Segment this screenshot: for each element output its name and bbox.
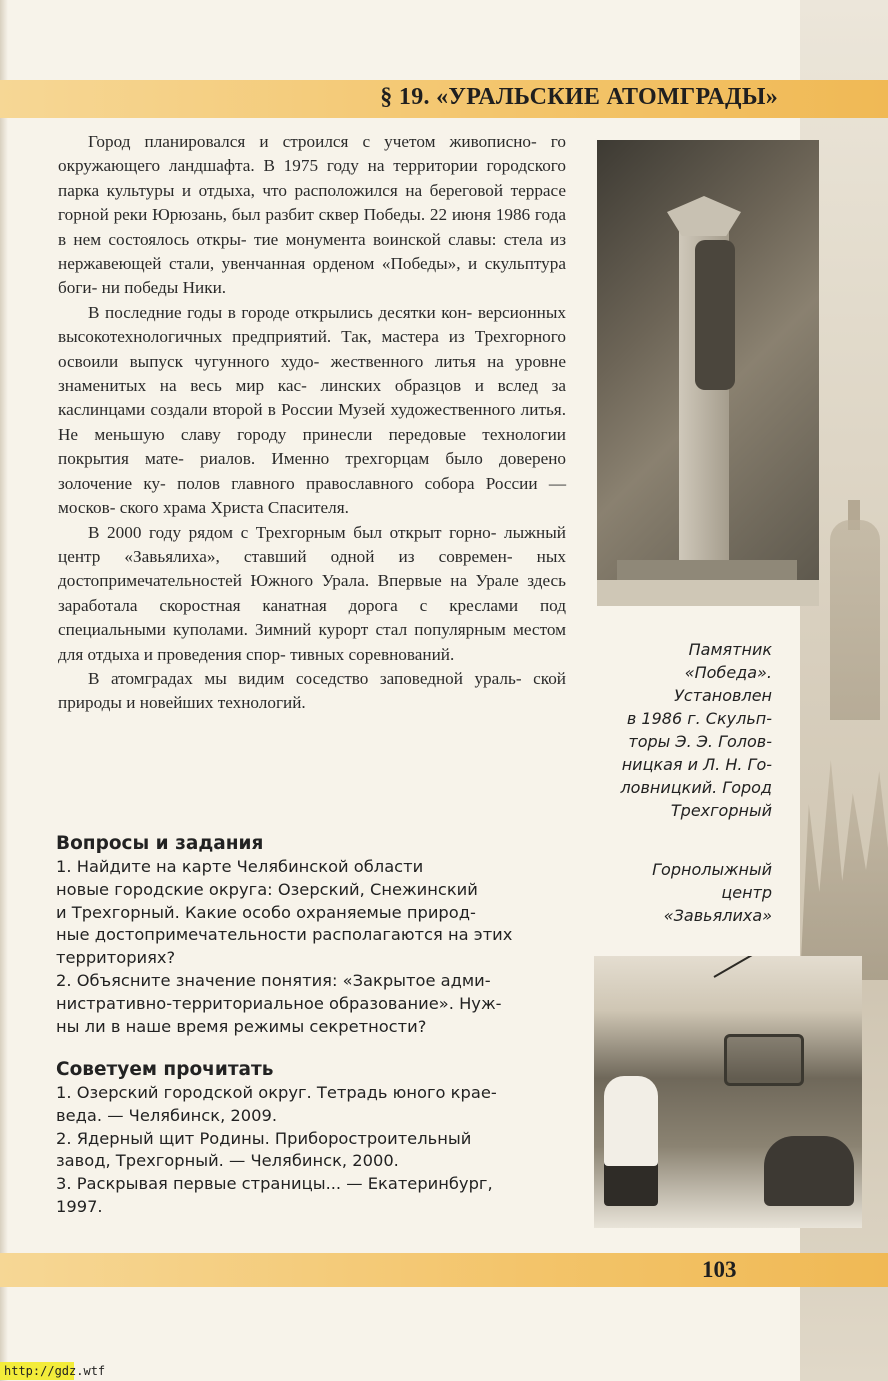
- text-line: стал популярным местом для отдыха и проведения спор-: [58, 620, 566, 664]
- text-line: полов главного православного собора России — москов-: [58, 473, 567, 518]
- text-line: на Урале здесь заработала скоростная канатная дорога с: [58, 571, 566, 615]
- statue-image: [695, 240, 735, 390]
- monument-caption: [590, 638, 772, 822]
- main-text: [58, 130, 566, 716]
- caption-line: Горнолыжный: [652, 860, 772, 879]
- question-line: нистративно-территориальное образование». Нуж-: [56, 993, 502, 1013]
- text-line: линских образцов и вслед за каслинцами создали второй в: [58, 376, 567, 420]
- question-line: и Трехгорный. Какие особо охраняемые природ-: [56, 902, 476, 922]
- text-line: тивных соревнований.: [290, 644, 455, 664]
- page-number: 103: [702, 1257, 737, 1282]
- text-line: городу принесли передовые технологии покрытия мате-: [58, 424, 566, 469]
- reading-heading: Советуем прочитать: [56, 1059, 274, 1080]
- cable-image: [714, 956, 854, 978]
- ski-center-photo: [594, 956, 862, 1228]
- paragraph-4: [58, 667, 566, 716]
- monument-photo: [597, 140, 819, 606]
- paragraph-2: [58, 301, 566, 521]
- questions-block: [56, 832, 512, 1038]
- caption-line: ловницкий. Город: [620, 778, 772, 797]
- caption-line: «Завьялиха»: [663, 906, 772, 925]
- tower-image: [830, 520, 880, 720]
- text-line: В последние годы в городе открылись десятки кон-: [88, 302, 473, 322]
- text-line: креслами под специальными куполами. Зимний курорт: [58, 595, 567, 640]
- text-line: России Музей художественного литья. Не меньшую славу: [58, 400, 567, 444]
- text-line: тие монумента воинской славы: стела из нержавеющей: [58, 229, 567, 274]
- text-line: городского парка культуры и отдыха, что расположился: [58, 156, 567, 200]
- text-line: В атомградах мы видим соседство заповедной ураль-: [88, 668, 522, 688]
- text-line: ской природы и новейших технологий.: [58, 668, 566, 713]
- question-line: территориях?: [56, 948, 176, 968]
- text-line: сквер Победы. 22 июня 1986 года в нем состоялось откры-: [58, 205, 567, 249]
- text-line: стали, увенчанная орденом «Победы», и скульптура боги-: [58, 254, 566, 298]
- caption-line: ницкая и Л. Н. Го-: [621, 755, 772, 774]
- reading-block: [56, 1058, 497, 1219]
- page-edge: [0, 0, 8, 1381]
- text-line: Город планировался и строился с учетом живописно-: [88, 132, 537, 151]
- text-line: В 2000 году рядом с Трехгорным был открыт горно-: [88, 522, 497, 542]
- reading-line: 3. Раскрывая первые страницы... — Екатеринбург,: [56, 1174, 493, 1194]
- reading-line: завод, Трехгорный. — Челябинск, 2000.: [56, 1151, 399, 1171]
- caption-line: Установлен: [674, 686, 772, 705]
- text-line: ных достопримечательностей Южного Урала. Впервые: [58, 546, 566, 591]
- forest-image: [800, 760, 888, 980]
- ski-center-caption: [590, 858, 772, 927]
- gondola-image: [724, 1034, 804, 1086]
- caption-line: торы Э. Э. Голов-: [628, 732, 772, 751]
- section-title: § 19. «УРАЛЬСКИЕ АТОМГРАДЫ»: [380, 84, 778, 110]
- question-line: 1. Найдите на карте Челябинской области: [56, 857, 424, 876]
- text-line: го окружающего ландшафта. В 1975 году на территории: [58, 132, 566, 176]
- ground-image: [597, 580, 819, 606]
- paragraph-1: [58, 130, 566, 301]
- question-line: ные достопримечательности располагаются на этих: [56, 925, 513, 945]
- reading-line: веда. — Челябинск, 2009.: [56, 1105, 278, 1125]
- text-line: версионных высокотехнологичных предприятий. Так,: [58, 302, 567, 347]
- caption-line: центр: [721, 883, 772, 902]
- text-line: ни победы Ники.: [101, 278, 227, 298]
- text-line: риалов. Именно трехгорцам было доверено золочение ку-: [58, 449, 566, 493]
- caption-line: Памятник: [688, 640, 772, 659]
- reading-line: 1. Озерский городской округ. Тетрадь юного крае-: [56, 1083, 497, 1102]
- text-line: лыжный центр «Завьялиха», ставший одной из современ-: [58, 522, 566, 566]
- question-line: ны ли в наше время режимы секретности?: [56, 1016, 427, 1036]
- text-line: мастера из Трехгорного освоили выпуск чугунного худо-: [58, 327, 566, 371]
- text-line: жественного литья на уровне знаменитых на весь мир кас-: [58, 351, 567, 396]
- question-line: 2. Объясните значение понятия: «Закрытое адми-: [56, 970, 491, 990]
- reading-line: 1997.: [56, 1196, 103, 1216]
- skier-image: [604, 1076, 658, 1206]
- text-line: на береговой террасе горной реки Юрюзань, был разбит: [58, 180, 567, 225]
- question-line: новые городские округа: Озерский, Снежинский: [56, 879, 478, 899]
- people-group-image: [764, 1136, 854, 1206]
- caption-line: в 1986 г. Скульп-: [626, 709, 772, 728]
- footer-band: [0, 1253, 888, 1287]
- caption-line: Трехгорный: [670, 801, 772, 820]
- paragraph-3: [58, 521, 566, 667]
- reading-line: 2. Ядерный щит Родины. Приборостроительный: [56, 1128, 472, 1148]
- text-line: ского храма Христа Спасителя.: [119, 498, 349, 518]
- watermark-link[interactable]: http://gdz.wtf: [0, 1362, 74, 1380]
- caption-line: «Победа».: [684, 663, 772, 682]
- questions-heading: Вопросы и задания: [56, 833, 264, 854]
